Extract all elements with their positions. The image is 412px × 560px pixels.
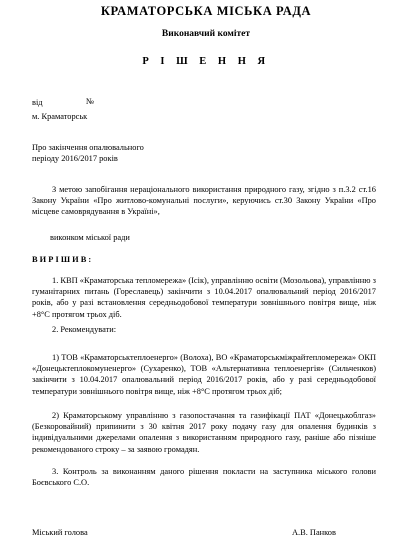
item-3-paragraph: 3. Контроль за виконанням даного рішення покласти на заступника міського голови Боєвського С.О. [32,467,376,488]
item-1-paragraph: 1. КВП «Краматорська тепломережа» (Ісік), управлінню освіти (Мозольова), управлінню з гуманітарних питань (Гореславець) закінчити з 10.04.2017 опалювальний період 2016/2017 років, або у разі встановлення середньодобової температури зовнішнього повітря вище, ніж +8°С протягом трьох діб. [32,276,376,319]
signature-position: Міський голова [32,528,88,537]
item-2-2-paragraph: 2) Краматорському управлінню з газопостачання та газифікації ПАТ «Донецькоблгаз» (Безкоровайний) припинити з 30 квітня 2017 року подачу газу для опалення будинків з індивідуальними джерелами опалення з використанням природного газу, раніше або пізніше рекомендованого строку – за заявою громадян. [32,411,376,454]
item-2-heading: 2. Рекомендувати: [52,325,117,334]
date-label: від [32,98,43,107]
council-title: КРАМАТОРСЬКА МІСЬКА РАДА [100,4,312,18]
number-sign: № [86,97,94,106]
item-2-1-paragraph: 1) ТОВ «Краматорськтеплоенерго» (Волоха), ВО «Краматорськміжрайтепломережа» ОКП «Донецьктеплокомуненерго» (Сухаренко), ТОВ «Альтернативна теплоенергія» (Сильченков) закінчити з 10.04.2017 опалювальний період 2016/2017 років, або у разі середньодобової температури зовнішнього повітря вище, ніж +8°С протягом трьох діб; [32,353,376,396]
subject-line-2: періоду 2016/2017 років [32,154,118,163]
preamble-paragraph: З метою запобігання нераціонального використання природного газу, згідно з п.3.2 ст.16 Закону України «Про житлово-комунальні послуги», керуючись ст.30 Закону України «Про місцеве самоврядування в Україні», [32,185,376,217]
signature-name: А.В. Панков [292,528,336,537]
committee-line: виконком міської ради [50,233,130,242]
subject-line-1: Про закінчення опалювального [32,143,144,152]
committee-title: Виконавчий комітет [161,29,251,39]
decision-title: Р І Ш Е Н Н Я [142,56,270,67]
resolved-heading: В И Р І Ш И В : [32,255,92,264]
city-name: м. Краматорськ [32,112,88,121]
